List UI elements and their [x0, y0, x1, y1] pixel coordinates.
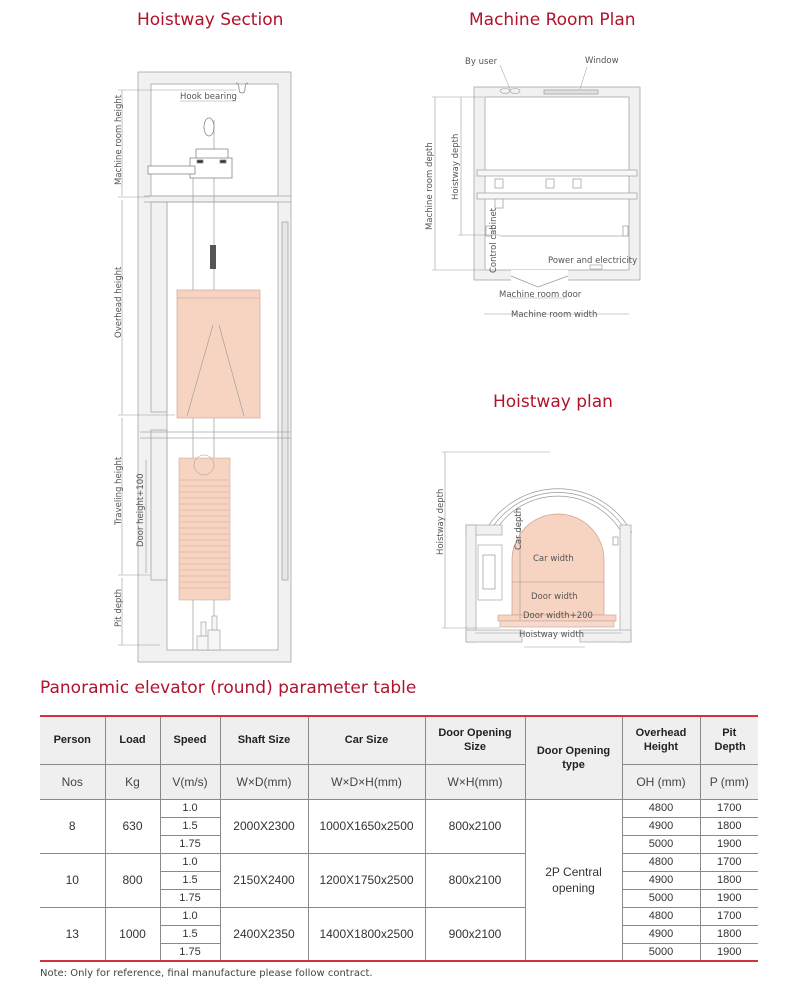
cell-shaft-size: 2000X2300: [220, 799, 308, 853]
machine-room-depth-label: Machine room depth: [425, 142, 435, 230]
cell-speed: 1.5: [160, 871, 220, 889]
table-title: Panoramic elevator (round) parameter table: [40, 678, 417, 698]
by-user-label: By user: [465, 57, 498, 67]
door-width-200-label: Door width+200: [523, 611, 593, 621]
car-depth-label: Car depth: [514, 507, 524, 550]
control-cabinet-label: Control cabinet: [489, 207, 499, 273]
hook-bearing-label: Hook bearing: [180, 92, 237, 102]
unit-car-size: W×D×H(mm): [308, 764, 425, 799]
overhead-height-label: Overhead height: [114, 266, 124, 338]
cell-door-opening-type: 2P Central opening: [525, 799, 622, 961]
counterweight: [179, 455, 230, 600]
unit-person: Nos: [40, 764, 105, 799]
cell-pit: 1800: [700, 817, 758, 835]
table-row: [40, 853, 758, 871]
header-pit-depth: Pit Depth: [700, 716, 758, 764]
cell-car-size: 1200X1750x2500: [308, 853, 425, 907]
machine-room-door-label: Machine room door: [499, 290, 582, 300]
cell-overhead: 5000: [622, 943, 700, 961]
machine-room-width-label: Machine room width: [511, 310, 598, 320]
cell-car-size: 1000X1650x2500: [308, 799, 425, 853]
cell-overhead: 4800: [622, 799, 700, 817]
unit-overhead-height: OH (mm): [622, 764, 700, 799]
cell-door-size: 800x2100: [425, 853, 525, 907]
pit-depth-label: Pit depth: [114, 588, 124, 627]
cell-load: 1000: [105, 907, 160, 961]
header-door-opening-size: Door Opening Size: [425, 716, 525, 764]
cell-speed: 1.75: [160, 943, 220, 961]
header-car-size: Car Size: [308, 716, 425, 764]
car-width-label: Car width: [533, 554, 574, 564]
unit-pit-depth: P (mm): [700, 764, 758, 799]
cell-speed: 1.5: [160, 817, 220, 835]
hoistway-section-drawing: [0, 0, 400, 670]
cell-overhead: 4800: [622, 853, 700, 871]
cell-overhead: 5000: [622, 889, 700, 907]
machine-room-height-label: Machine room height: [114, 94, 124, 185]
cell-speed: 1.75: [160, 889, 220, 907]
unit-load: Kg: [105, 764, 160, 799]
machine-room-plan-drawing: [400, 40, 800, 330]
cell-speed: 1.0: [160, 907, 220, 925]
cell-pit: 1800: [700, 871, 758, 889]
cell-overhead: 4900: [622, 925, 700, 943]
door-width-label: Door width: [531, 592, 578, 602]
cell-speed: 1.0: [160, 799, 220, 817]
hoistway-depth-label: Hoistway depth: [451, 133, 461, 200]
cell-pit: 1800: [700, 925, 758, 943]
header-person: Person: [40, 716, 105, 764]
cell-overhead: 4800: [622, 907, 700, 925]
parameter-table: [40, 715, 758, 962]
cell-speed: 1.5: [160, 925, 220, 943]
hoistway-width-label: Hoistway width: [519, 630, 585, 640]
cell-overhead: 5000: [622, 835, 700, 853]
header-speed: Speed: [160, 716, 220, 764]
cell-pit: 1900: [700, 943, 758, 961]
power-and-electricity-label: Power and electricity: [548, 256, 638, 266]
elevator-car: [177, 290, 260, 418]
unit-door-opening-size: W×H(mm): [425, 764, 525, 799]
hoistway-plan-title: Hoistway plan: [493, 392, 613, 412]
cell-load: 800: [105, 853, 160, 907]
table-row: [40, 799, 758, 817]
cell-door-size: 800x2100: [425, 799, 525, 853]
cell-pit: 1900: [700, 835, 758, 853]
cell-shaft-size: 2150X2400: [220, 853, 308, 907]
unit-speed: V(m/s): [160, 764, 220, 799]
cell-door-size: 900x2100: [425, 907, 525, 961]
header-door-opening-type: Door Opening type: [525, 716, 622, 799]
landing-device-icon: [613, 537, 618, 545]
traction-sheave-icon: [204, 118, 214, 136]
machine-room-plan-title: Machine Room Plan: [469, 10, 636, 30]
cell-overhead: 4900: [622, 871, 700, 889]
footnote: Note: Only for reference, final manufacture please follow contract.: [40, 968, 373, 979]
cell-pit: 1700: [700, 799, 758, 817]
cell-shaft-size: 2400X2350: [220, 907, 308, 961]
cell-speed: 1.75: [160, 835, 220, 853]
cell-car-size: 1400X1800x2500: [308, 907, 425, 961]
cell-person: 8: [40, 799, 105, 853]
cell-load: 630: [105, 799, 160, 853]
cell-pit: 1700: [700, 853, 758, 871]
hoistway-depth-label: Hoistway depth: [436, 488, 446, 555]
traveling-height-label: Traveling height: [114, 456, 124, 525]
header-overhead-height: Overhead Height: [622, 716, 700, 764]
cell-person: 13: [40, 907, 105, 961]
table-row: [40, 907, 758, 925]
door-height-label: Door height+100: [136, 473, 146, 547]
header-shaft-size: Shaft Size: [220, 716, 308, 764]
unit-shaft-size: W×D(mm): [220, 764, 308, 799]
counterweight-plan-icon: [483, 555, 495, 589]
header-load: Load: [105, 716, 160, 764]
cell-overhead: 4900: [622, 817, 700, 835]
hoistway-plan-drawing: [420, 430, 660, 650]
cell-pit: 1700: [700, 907, 758, 925]
cell-pit: 1900: [700, 889, 758, 907]
cell-person: 10: [40, 853, 105, 907]
window-label: Window: [585, 56, 619, 66]
cell-speed: 1.0: [160, 853, 220, 871]
hoistway-section-title: Hoistway Section: [137, 10, 284, 30]
